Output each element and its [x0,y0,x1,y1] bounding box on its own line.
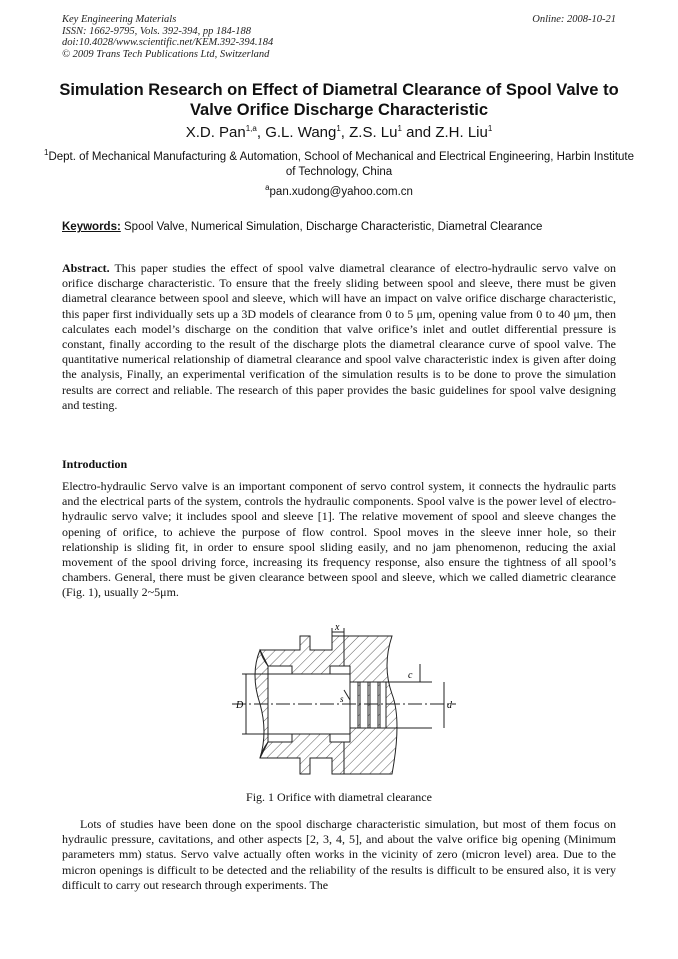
label-D: D [236,700,244,711]
affiliation-text: Dept. of Mechanical Manufacturing & Automation, School of Mechanical and Electrical Engineering, Harbin Institute of Technology, China [48,151,634,178]
journal-name: Key Engineering Materials [62,14,177,25]
author-sep: and [401,124,436,141]
author-name: G.L. Wang [265,124,337,141]
author-name: Z.S. Lu [349,124,398,141]
email-text: pan.xudong@yahoo.com.cn [269,186,413,198]
author-sup: 1 [487,124,493,133]
doi-line: doi:10.4028/www.scientific.net/KEM.392-394.184 [62,37,274,48]
paper-title: Simulation Research on Effect of Diametral Clearance of Spool Valve to Valve Orifice Discharge Characteristic [59,81,619,119]
online-date: Online: 2008-10-21 [532,14,616,25]
author-sup: 1 [336,124,341,133]
sleeve-upper [260,636,344,674]
keywords [62,221,622,233]
author-sep: , [340,124,350,141]
keywords-label: Keywords: [62,221,121,233]
author-sup: 1 [397,124,402,133]
abstract [62,261,616,413]
affiliation-sup: 1 [44,148,49,158]
intro-paragraph-2: Lots of studies have been done on the spool discharge characteristic simulation, but most of them focus on hydraulic pressure, cavitations, and other aspects [2, 3, 4, 5], and about the valve orifice big opening (Minimum parameters mm) status. Servo valve actually often works in the vicinity of zero (micron level) area. Due to the micron openings is difficult to be detected and the reliability of the results is difficult to be ensured also, it is very difficult to carry out research through experiments. The [62,817,616,892]
keywords-text: Spool Valve, Numerical Simulation, Discharge Characteristic, Diametral Clearance [124,221,543,233]
section-heading-introduction: Introduction [62,457,128,471]
intro-paragraph-1: Electro-hydraulic Servo valve is an important component of servo control system, it connects the hydraulic parts and the electrical parts of the system, controls the hydraulic components. Spool valve is the power level of electro-hydraulic servo valve; it includes spool and sleeve [1]. The relative movement of spool and sleeve changes the opening of orifice, to achieve the purpose of flow control. Spool moves in the sleeve inner hole, so their relationship is sliding fit, in order to ensure spool sliding easily, and no jam phenomenon, reducing the axial movement of the spool driving force, increasing its frequency response, also ensure the tightness of all spool’s chambers. General, there must be given clearance between spool and sleeve, which we called diametric clearance (Fig. 1), usually 2~5μm. [62,479,616,600]
sleeve-lower [260,734,344,774]
spool-land [380,682,386,728]
orifice-diagram [232,624,462,784]
issn-line: ISSN: 1662-9795, Vols. 392-394, pp 184-188 [62,25,251,37]
label-x: x [335,624,340,633]
abstract-label: Abstract. [62,261,110,275]
journal-header [62,14,273,60]
spool-land [370,682,378,728]
spool-land [350,682,358,728]
spool-land [360,682,368,728]
figure-orifice [232,624,462,789]
author-email [40,183,638,198]
author-name: X.D. Pan [185,124,246,141]
figure-caption: Fig. 1 Orifice with diametral clearance [246,790,432,804]
label-c: c [408,670,413,681]
author-sup: 1,a [245,124,257,133]
abstract-text: This paper studies the effect of spool valve diametral clearance of electro-hydraulic servo valve on orifice discharge characteristic. To ensure that the freely sliding between spool and sleeve, there must be given diametral clearance between spool and sleeve, which will have an impact on valve orifice discharge characteristic, this paper first individually sets up a 3D models of clearance from 0 to 5 μm, opening value from 0 to 40 μm, then calculates each model’s discharge on the condition that valve orifice’s inlet and outlet differential pressure is constant, finally according to the result of the discharge plots the diametral clearance curve of spool valve. The quantitative numerical relationship of diametral clearance and spool valve characteristic index is given after doing the analysis, Finally, an experimental verification of the simulation results is to be done to prove the simulation results are correct and reliable. The research of this paper provides the basic guidelines for spool valve designing and testing. [62,261,616,412]
author-sep: , [256,124,266,141]
label-d: d [447,700,452,711]
affiliation [40,150,638,180]
email-sup: a [265,183,270,193]
author-name: Z.H. Liu [435,124,488,141]
author-list [40,124,638,142]
copyright-line: © 2009 Trans Tech Publications Ltd, Switzerland [62,48,270,60]
label-s: s [340,694,344,704]
